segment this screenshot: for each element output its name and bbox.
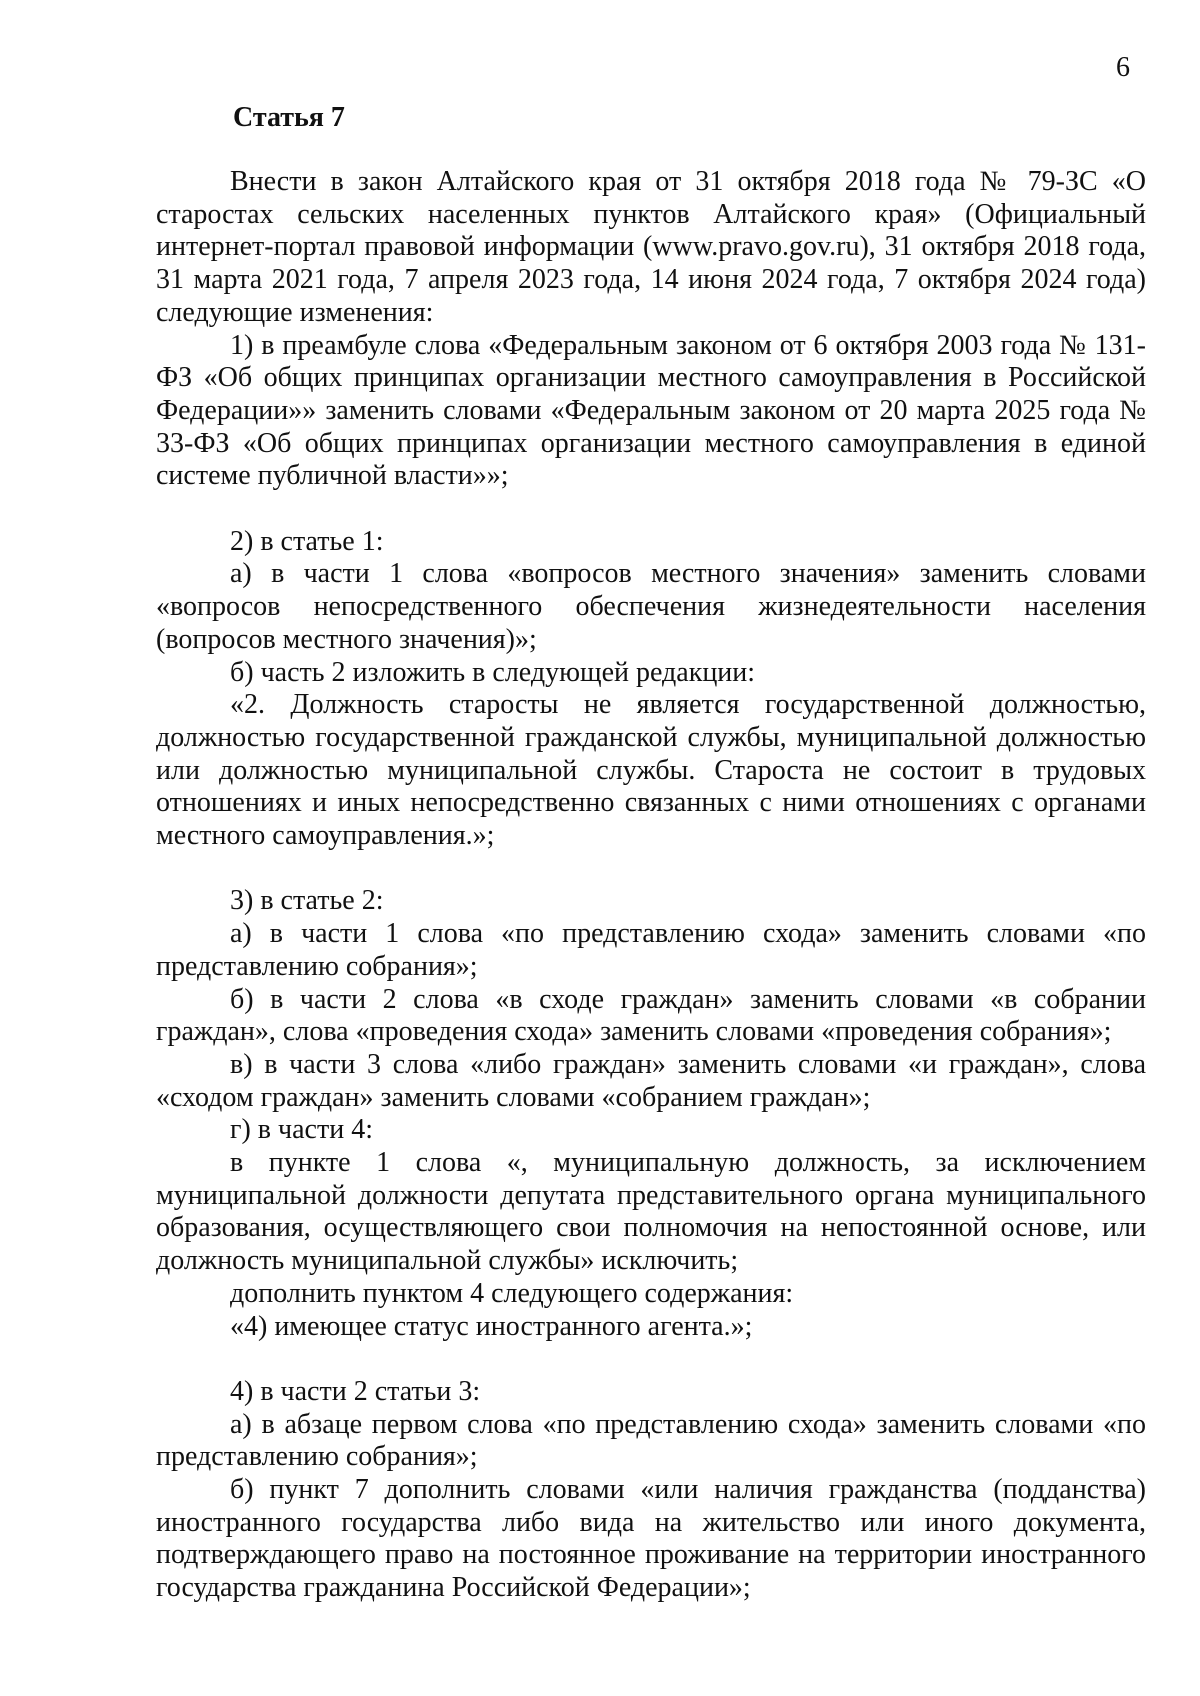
paragraph-gap: [156, 493, 1146, 526]
intro-paragraph: Внести в закон Алтайского края от 31 октября 2018 года № 79-ЗС «О старостах сельских населенных пунктов Алтайского края» (Официальный интернет-портал правовой информации (www.pravo.gov.ru), 31 октября 2018 года, 31 марта 2021 года, 7 апреля 2023 года, 14 июня 2024 года, 7 октября 2024 года) следующие изменения:: [156, 166, 1146, 328]
item-1-preamble: 1) в преамбуле слова «Федеральным законом от 6 октября 2003 года № 131-ФЗ «Об общих принципах организации местного самоуправления в Российской Федерации»» заменить словами «Федеральным законом от 20 марта 2025 года № 33-ФЗ «Об общих принципах организации местного самоуправления в единой системе публичной власти»»;: [156, 329, 1146, 492]
item-3-heading: 3) в статье 2:: [230, 885, 384, 917]
item-4b: б) пункт 7 дополнить словами «или наличия гражданства (подданства) иностранного государства либо вида на жительство или иного документа, подтверждающего право на постоянное проживание на территории иностранного государства гражданина Российской Федерации»;: [156, 1474, 1146, 1604]
paragraph-gap: [156, 1343, 1146, 1376]
item-2b-new-text: «2. Должность старосты не является государственной должностью, должностью государственной гражданской службы, муниципальной должностью или должностью муниципальной службы. Староста не состоит в трудовых отношениях и иных непосредственно связанных с ними отношениях с органами местного самоуправления.»;: [156, 689, 1146, 852]
item-3g-point-4-text: «4) имеющее статус иностранного агента.»;: [230, 1310, 753, 1342]
item-2a: а) в части 1 слова «вопросов местного значения» заменить словами «вопросов непосредственного обеспечения жизнедеятельности населения (вопросов местного значения)»;: [156, 558, 1146, 655]
item-3a: а) в части 1 слова «по представлению схода» заменить словами «по представлению собрания»;: [156, 918, 1146, 982]
page-number: 6: [1116, 52, 1130, 83]
item-3g: г) в части 4:: [230, 1114, 373, 1146]
item-3v: в) в части 3 слова «либо граждан» заменить словами «и граждан», слова «сходом граждан» заменить словами «собранием граждан»;: [156, 1048, 1146, 1113]
item-3g-add-point-4: дополнить пунктом 4 следующего содержания:: [230, 1277, 794, 1309]
item-3g-point-1: в пункте 1 слова «, муниципальную должность, за исключением муниципальной должности депутата представительного органа муниципального образования, осуществляющего свои полномочия на непостоянной основе, или должность муниципальной службы» исключить;: [156, 1147, 1146, 1277]
item-4-heading: 4) в части 2 статьи 3:: [230, 1375, 481, 1407]
item-2b: б) часть 2 изложить в следующей редакции:: [230, 656, 756, 688]
item-2-heading: 2) в статье 1:: [230, 525, 384, 557]
item-4a: а) в абзаце первом слова «по представлению схода» заменить словами «по представлению собрания»;: [156, 1408, 1146, 1473]
paragraph-gap: [156, 853, 1146, 886]
article-body: [156, 166, 1146, 1605]
article-title: Статья 7: [233, 102, 345, 133]
item-3b: б) в части 2 слова «в сходе граждан» заменить словами «в собрании граждан», слова «проведения схода» заменить словами «проведения собрания»;: [156, 983, 1146, 1048]
